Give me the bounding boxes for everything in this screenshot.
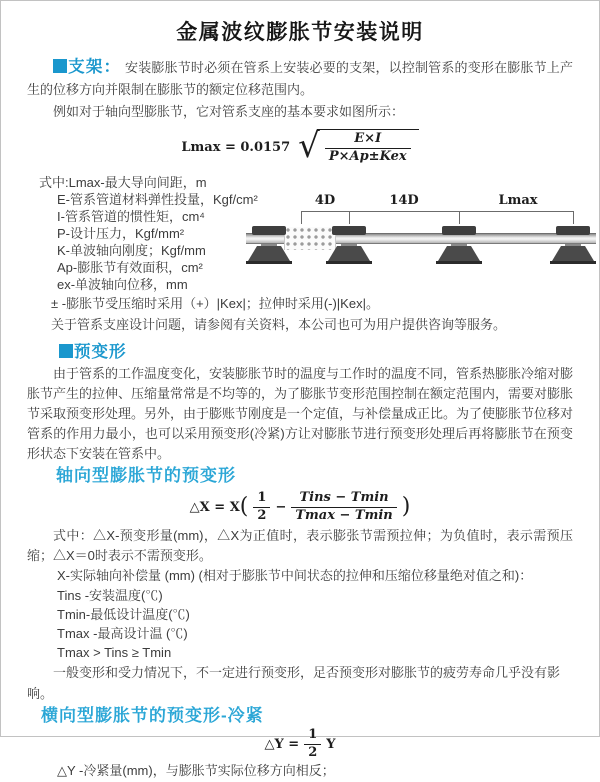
temperature-fraction: [291, 491, 396, 524]
formula-lmax-lhs: Lmax = 0.0157: [181, 139, 291, 155]
temperature-numerator: Tins − Tmin: [291, 491, 396, 508]
definition-line: ex-单波轴向位移，mm: [57, 277, 188, 292]
definition-line: X-实际轴向补偿量 (mm) (相对于膨胀节中间状态的拉伸和压缩位移量绝对值之和)：: [57, 568, 533, 583]
definition-line: Tmax > Tins ≥ Tmin: [57, 645, 172, 660]
support-cap: [252, 226, 286, 235]
definition-line: Ap-膨胀节有效面积，cm²: [57, 260, 203, 275]
square-root: [298, 126, 418, 166]
definition-line: I-管系管道的惯性矩，cm⁴: [57, 209, 205, 224]
support-example-line: 例如对于轴向型膨胀节，它对管系支座的基本要求如图所示：: [53, 104, 405, 119]
support-cap: [332, 226, 366, 235]
definition-line: 式中:Lmax-最大导向间距，m: [39, 175, 207, 190]
definition-line: E-管系管道材料弹性投量，Kgf/cm²: [57, 192, 258, 207]
delta-x-explanation: 式中：△X-预变形量(mm)，△X为正值时，表示膨张节需预拉伸；为负值时，表示需预压缩；△X＝0时表示不需预变形。: [27, 528, 573, 563]
support-plate: [326, 261, 372, 264]
page-title: 金属波纹膨胀节安装说明: [176, 21, 424, 44]
one-half-fraction: [304, 728, 321, 761]
dimension-label-14d: 14D: [389, 193, 419, 208]
service-note: 关于管系支座设计问题，请参阅有关资料，本公司也可为用户提供咨询等服务。: [51, 317, 507, 332]
pipe-support-diagram: [246, 193, 596, 289]
formula-lmax-denominator: P×Ap±Kex: [328, 149, 407, 164]
dimension-tick: [573, 211, 574, 224]
support-section-heading: 支架：: [68, 58, 122, 76]
minus-sign: −: [275, 499, 287, 515]
predeform-paragraph: 由于管系的工作温度变化，安装膨胀节时的温度与工作时的温度不同，管系热膨胀冷缩对膨胀节产生的拉伸、压缩量常常是不均等的，为了膨胀节变形范围控制在额定范围内，需要对膨胀节采取预变形处理。另外，由于膨账节刚度是一个定值，与补偿量成正比。为了使膨胀节位移对管系的作用力最小，也可以采用预变形(冷紧)方让对膨胀节进行预变形处理后再将膨胀节在预变形状态下安装在管系中。: [27, 366, 574, 461]
support-saddle: [438, 246, 480, 261]
predeform-section-heading-row: [27, 341, 573, 364]
formula-delta-x: [1, 488, 599, 526]
support-plate: [246, 261, 292, 264]
formula-delta-y-rhs: Y: [326, 736, 336, 752]
delta-y-definition-line: △Y -冷紧量(mm)，与膨胀节实际位移方向相反；: [57, 763, 335, 778]
definition-line: P-设计压力，Kgf/mm²: [57, 226, 185, 241]
lateral-predeform-heading: 横向型膨胀节的预变形-冷紧: [41, 706, 264, 725]
formula-lmax-fraction: [325, 132, 411, 165]
plus-minus-note: ± -膨胀节受压缩时采用（+）|Kex|；拉伸时采用(-)|Kex|。: [51, 296, 379, 311]
dimension-tick: [349, 211, 350, 224]
blue-square-bullet-icon: [59, 344, 73, 358]
blue-square-bullet-icon: [53, 59, 67, 73]
axial-predeform-heading: 轴向型膨胀节的预变形: [56, 466, 236, 485]
dimension-tick: [459, 211, 460, 224]
formula-lmax: [1, 125, 599, 169]
half-numerator: 1: [253, 491, 270, 508]
support-saddle: [328, 246, 370, 261]
close-paren: ): [401, 494, 411, 519]
support-saddle: [248, 246, 290, 261]
formula-delta-y: [1, 728, 599, 760]
dimension-label-lmax: Lmax: [498, 193, 538, 208]
half-numerator: 1: [304, 728, 321, 745]
half-denominator: 2: [257, 507, 267, 523]
open-paren: (: [239, 494, 249, 519]
support-cap: [556, 226, 590, 235]
formula-lmax-numerator: E×I: [325, 132, 411, 149]
temperature-denominator: Tmax − Tmin: [295, 507, 393, 523]
support-saddle: [552, 246, 594, 261]
half-denominator: 2: [308, 744, 318, 760]
dimension-label-4d: 4D: [314, 193, 336, 208]
dimension-tick: [301, 211, 302, 224]
one-half-fraction: [253, 491, 270, 524]
axial-variable-lines: [57, 566, 599, 662]
dimension-line: [301, 211, 573, 212]
definition-line: Tmin-最低设计温度(℃): [57, 607, 190, 622]
support-plate: [550, 261, 596, 264]
radical-sign-icon: √: [298, 126, 320, 166]
support-cap: [442, 226, 476, 235]
definition-line: Tins -安装温度(℃): [57, 588, 163, 603]
definition-line: Tmax -最高设计温 (℃): [57, 626, 188, 641]
support-plate: [436, 261, 482, 264]
formula-delta-x-lhs: △X = X: [189, 499, 240, 515]
support-intro-text: 安装膨胀节时必须在管系上安装必要的支架，以控制管系的变形在膨胀节上产生的位移方向并限制在膨胀节的额定位移范围内。: [27, 60, 573, 97]
formula-delta-y-lhs: △Y =: [264, 736, 300, 752]
support-intro-paragraph: [27, 56, 573, 101]
definition-line: K-单波轴向刚度；Kgf/mm: [57, 243, 206, 258]
predeform-section-heading: 预变形: [74, 343, 127, 361]
axial-note: 一般变形和受力情况下，不一定进行预变形，足否预变形对膨胀节的疲劳寿命几乎没有影响。: [27, 665, 561, 701]
